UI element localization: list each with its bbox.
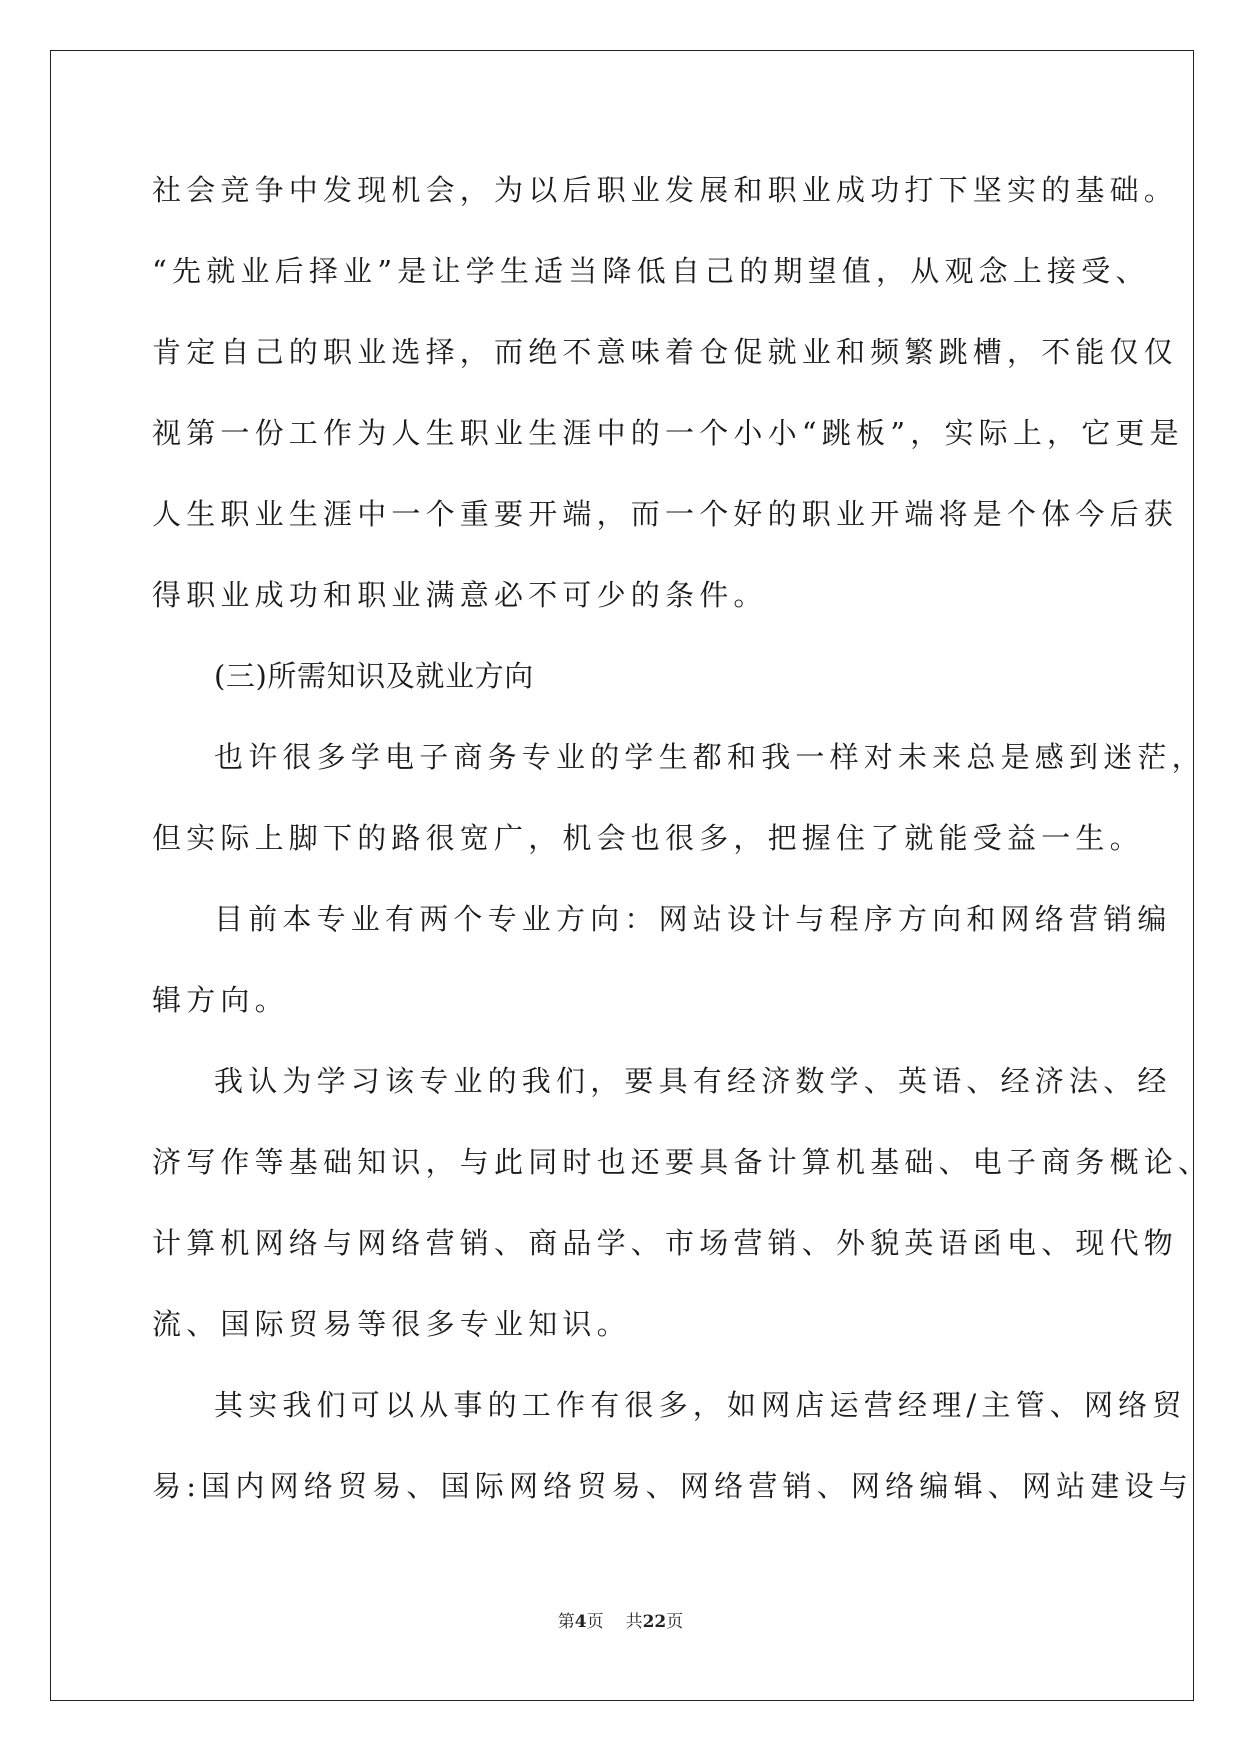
text-line: 我认为学习该专业的我们，要具有经济数学、英语、经济法、经 — [214, 1064, 1172, 1098]
page-current: 4 — [574, 1612, 587, 1632]
total-suffix: 页 — [666, 1612, 684, 1632]
section-heading: (三)所需知识及就业方向 — [214, 659, 534, 693]
text-line: 但实际上脚下的路很宽广，机会也很多，把握住了就能受益一生。 — [152, 821, 1144, 855]
text-line: 社会竞争中发现机会，为以后职业发展和职业成功打下坚实的基础。 — [152, 173, 1179, 207]
text-line: 流、国际贸易等很多专业知识。 — [152, 1307, 631, 1341]
text-line: 易:国内网络贸易、国际网络贸易、网络营销、网络编辑、网站建设与 — [152, 1469, 1193, 1503]
text-line: 济写作等基础知识，与此同时也还要具备计算机基础、电子商务概论、 — [152, 1145, 1213, 1179]
page-footer — [0, 1612, 1241, 1632]
page-total: 22 — [642, 1612, 667, 1632]
page-prefix: 第 — [557, 1612, 575, 1632]
text-line: 其实我们可以从事的工作有很多，如网店运营经理/主管、网络贸 — [214, 1388, 1187, 1422]
text-line: “先就业后择业”是让学生适当降低自己的期望值，从观念上接受、 — [152, 254, 1150, 288]
text-line: 计算机网络与网络营销、商品学、市场营销、外貌英语函电、现代物 — [152, 1226, 1179, 1260]
text-line: 人生职业生涯中一个重要开端，而一个好的职业开端将是个体今后获 — [152, 497, 1179, 531]
page-border — [50, 50, 1194, 1701]
text-line: 也许很多学电子商务专业的学生都和我一样对未来总是感到迷茫， — [214, 740, 1206, 774]
text-line: 肯定自己的职业选择，而绝不意味着仓促就业和频繁跳槽，不能仅仅 — [152, 335, 1179, 369]
page-suffix: 页 — [586, 1612, 604, 1632]
text-line: 辑方向。 — [152, 983, 289, 1017]
text-line: 视第一份工作为人生职业生涯中的一个小小“跳板”，实际上，它更是 — [152, 416, 1184, 450]
text-line: 得职业成功和职业满意必不可少的条件。 — [152, 578, 768, 612]
total-prefix: 共 — [625, 1612, 643, 1632]
text-line: 目前本专业有两个专业方向：网站设计与程序方向和网络营销编 — [214, 902, 1172, 936]
